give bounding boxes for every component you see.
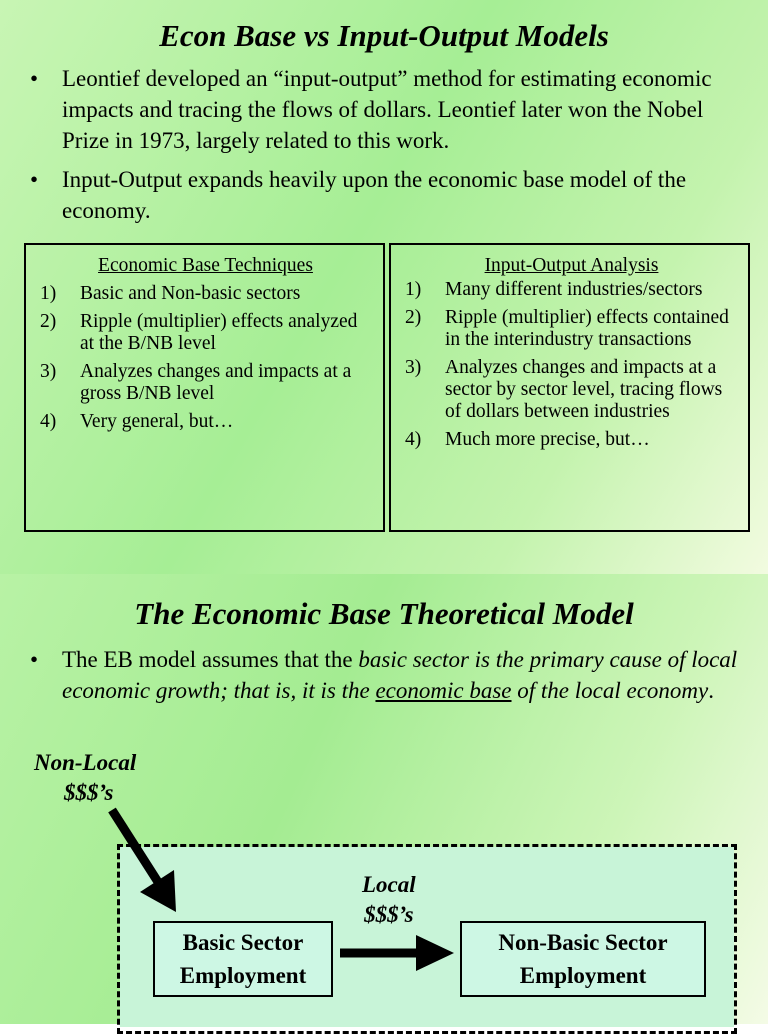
bullet-item: • Leontief developed an “input-output” method for estimating economic impacts and tracing the flows of dollars. Leontief later won the Nobel Prize in 1973, largely related to this work. xyxy=(30,63,750,156)
list-item: 2) Ripple (multiplier) effects analyzed at the B/NB level xyxy=(40,311,358,354)
bullet-icon: • xyxy=(30,167,39,192)
box-heading: Input-Output Analysis xyxy=(484,255,659,276)
economic-base-box xyxy=(24,243,385,532)
list-item: 3) Analyzes changes and impacts at a gross B/NB level xyxy=(40,361,352,404)
bullet-icon: • xyxy=(30,66,39,91)
bullet-list xyxy=(30,63,750,234)
list-item: 1) Basic and Non-basic sectors xyxy=(40,283,301,304)
local-label: Local $$$’s xyxy=(362,872,416,927)
list-item: 4) Very general, but… xyxy=(40,411,234,432)
non-local-arrow-icon xyxy=(112,810,158,882)
technique-list xyxy=(40,283,371,433)
slide-title: Econ Base vs Input-Output Models xyxy=(159,18,609,53)
list-item: 4) Much more precise, but… xyxy=(405,429,650,450)
list-item: 2) Ripple (multiplier) effects contained in the interindustry transactions xyxy=(405,307,729,350)
bullet-icon: • xyxy=(30,647,39,672)
list-item: 3) Analyzes changes and impacts at a sector by sector level, tracing flows of dollars between industries xyxy=(405,357,723,422)
slide-title: The Economic Base Theoretical Model xyxy=(134,596,634,631)
list-item: 1) Many different industries/sectors xyxy=(405,279,703,300)
basic-sector-box: Basic Sector Employment xyxy=(153,921,333,997)
non-basic-sector-box: Non-Basic Sector Employment xyxy=(460,921,706,997)
analysis-list xyxy=(405,279,738,451)
bullet-item: • The EB model assumes that the basic sector is the primary cause of local economic growth; that is, it is the economic base of the local economy. xyxy=(30,644,750,706)
non-local-label: Non-Local $$$’s xyxy=(34,750,137,805)
slide-eb-theoretical-model xyxy=(0,574,768,1024)
input-output-box xyxy=(389,243,750,532)
box-heading: Economic Base Techniques xyxy=(98,255,313,276)
bullet-item: • Input-Output expands heavily upon the economic base model of the economy. xyxy=(30,164,750,226)
arrowhead-icon xyxy=(416,935,454,971)
